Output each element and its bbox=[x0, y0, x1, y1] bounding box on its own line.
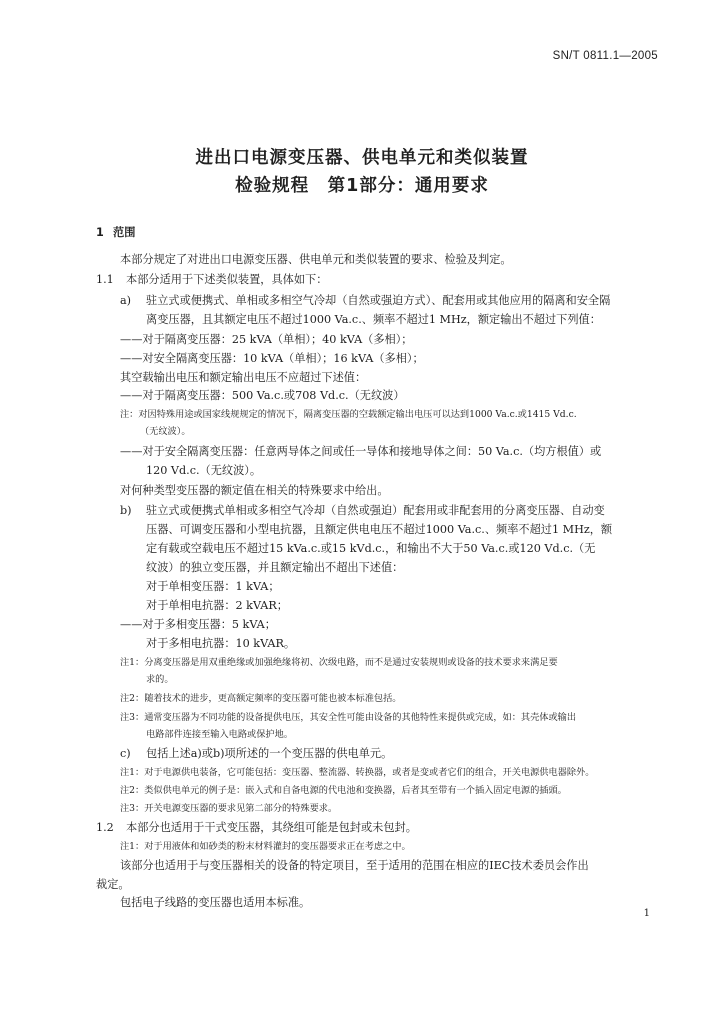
section-heading: 范围 bbox=[113, 226, 136, 239]
body-line: 对于多相电抗器：10 kVAR。 bbox=[146, 637, 296, 650]
body-line: 离变压器，且其额定电压不超过1000 Va.c.、频率不超过1 MHz，额定输出不超过下列值： bbox=[146, 313, 601, 326]
note-line: 注1：分离变压器是用双重绝缘或加强绝缘将初、次级电路，而不是通过安装规则或设备的技术要求来满足要 bbox=[120, 657, 558, 668]
body-line: 对于单相电抗器：2 kVAR； bbox=[146, 599, 288, 612]
note-line: 注1：对于电源供电装备，它可能包括：变压器、整流器、转换器，或者是变或者它们的组合，开关电源供电器除外。 bbox=[120, 767, 595, 778]
note-line: 注2：随着技术的进步，更高额定频率的变压器可能也被本标准包括。 bbox=[120, 693, 402, 704]
list-marker: c) bbox=[120, 747, 131, 760]
body-line: 压器、可调变压器和小型电抗器，且额定供电电压不超过1000 Va.c.、频率不超过1 MHz，额 bbox=[146, 523, 613, 536]
body-line: 该部分也适用于与变压器相关的设备的特定项目，至于适用的范围在相应的IEC技术委员会作出 bbox=[120, 859, 589, 872]
body-line: ——对于安全隔离变压器：任意两导体之间或任一导体和接地导体之间：50 Va.c.（均方根值）或 bbox=[120, 445, 602, 458]
body-line: 纹波）的独立变压器，并且额定输出不超出下述值： bbox=[146, 561, 404, 574]
note-line: 注3：通常变压器为不同功能的设备提供电压，其安全性可能由设备的其他特性来提供或完成，如：其壳体或输出 bbox=[120, 712, 577, 723]
body-line: 对于单相变压器：1 kVA； bbox=[146, 580, 280, 593]
note-line: （无纹波）。 bbox=[140, 426, 191, 437]
body-line: 驻立式或便携式、单相或多相空气冷却（自然或强迫方式）、配套用或其他应用的隔离和安全隔 bbox=[146, 294, 611, 307]
body-line: ——对于多相变压器：5 kVA； bbox=[120, 618, 276, 631]
body-line: 包括上述a)或b)项所述的一个变压器的供电单元。 bbox=[146, 747, 393, 760]
list-marker: b) bbox=[120, 504, 132, 517]
body-line: 本部分规定了对进出口电源变压器、供电单元和类似装置的要求、检验及判定。 bbox=[120, 253, 512, 266]
list-marker: a) bbox=[120, 294, 132, 307]
body-line: 裁定。 bbox=[96, 878, 130, 891]
body-line: 包括电子线路的变压器也适用本标准。 bbox=[120, 896, 311, 909]
section-number: 1 bbox=[96, 226, 104, 239]
note-line: 求的。 bbox=[146, 674, 174, 685]
clause-number: 1.1 bbox=[96, 273, 114, 286]
note-line: 注1：对于用液体和如砂类的粉末材料灌封的变压器要求正在考虑之中。 bbox=[120, 841, 411, 852]
page-number: 1 bbox=[643, 908, 650, 919]
clause-number: 1.2 bbox=[96, 821, 114, 834]
body-line: ——对于隔离变压器：500 Va.c.或708 Vd.c.（无纹波） bbox=[120, 389, 405, 402]
note-line: 注：对因特殊用途或国家线规规定的情况下，隔离变压器的空载额定输出电压可以达到1000 Va.c.或1415 Vd.c. bbox=[120, 409, 577, 420]
note-line: 注2：类似供电单元的例子是：嵌入式和自备电源的代电池和变换器，后者其至带有一个插入固定电源的插頭。 bbox=[120, 785, 567, 796]
document-title-line2: 检验规程 第1部分：通用要求 bbox=[235, 176, 489, 196]
document-title-line1: 进出口电源变压器、供电单元和类似装置 bbox=[195, 148, 529, 168]
body-line: 定有载或空载电压不超过15 kVa.c.或15 kVd.c.，和输出不大于50 Va.c.或120 Vd.c.（无 bbox=[146, 542, 596, 555]
body-line: 本部分适用于下述类似装置，具体如下： bbox=[126, 273, 328, 286]
body-line: 其空载输出电压和额定输出电压不应超过下述值： bbox=[120, 371, 367, 384]
body-line: 对何种类型变压器的额定值在相关的特殊要求中给出。 bbox=[120, 484, 389, 497]
body-line: 本部分也适用于干式变压器，其绕组可能是包封或未包封。 bbox=[126, 821, 417, 834]
body-line: ——对安全隔离变压器：10 kVA（单相）；16 kVA（多相）； bbox=[120, 352, 424, 365]
body-line: ——对于隔离变压器：25 kVA（单相）；40 kVA（多相）； bbox=[120, 333, 413, 346]
body-line: 120 Vd.c.（无纹波）。 bbox=[146, 464, 262, 477]
standard-number: SN/T 0811.1—2005 bbox=[552, 50, 658, 62]
note-line: 电路部件连接至输入电路或保护地。 bbox=[146, 729, 293, 740]
note-line: 注3：开关电源变压器的要求见第二部分的特殊要求。 bbox=[120, 803, 338, 814]
body-line: 驻立式或便携式单相或多相空气冷却（自然或强迫）配套用或非配套用的分离变压器、自动变 bbox=[146, 504, 605, 517]
